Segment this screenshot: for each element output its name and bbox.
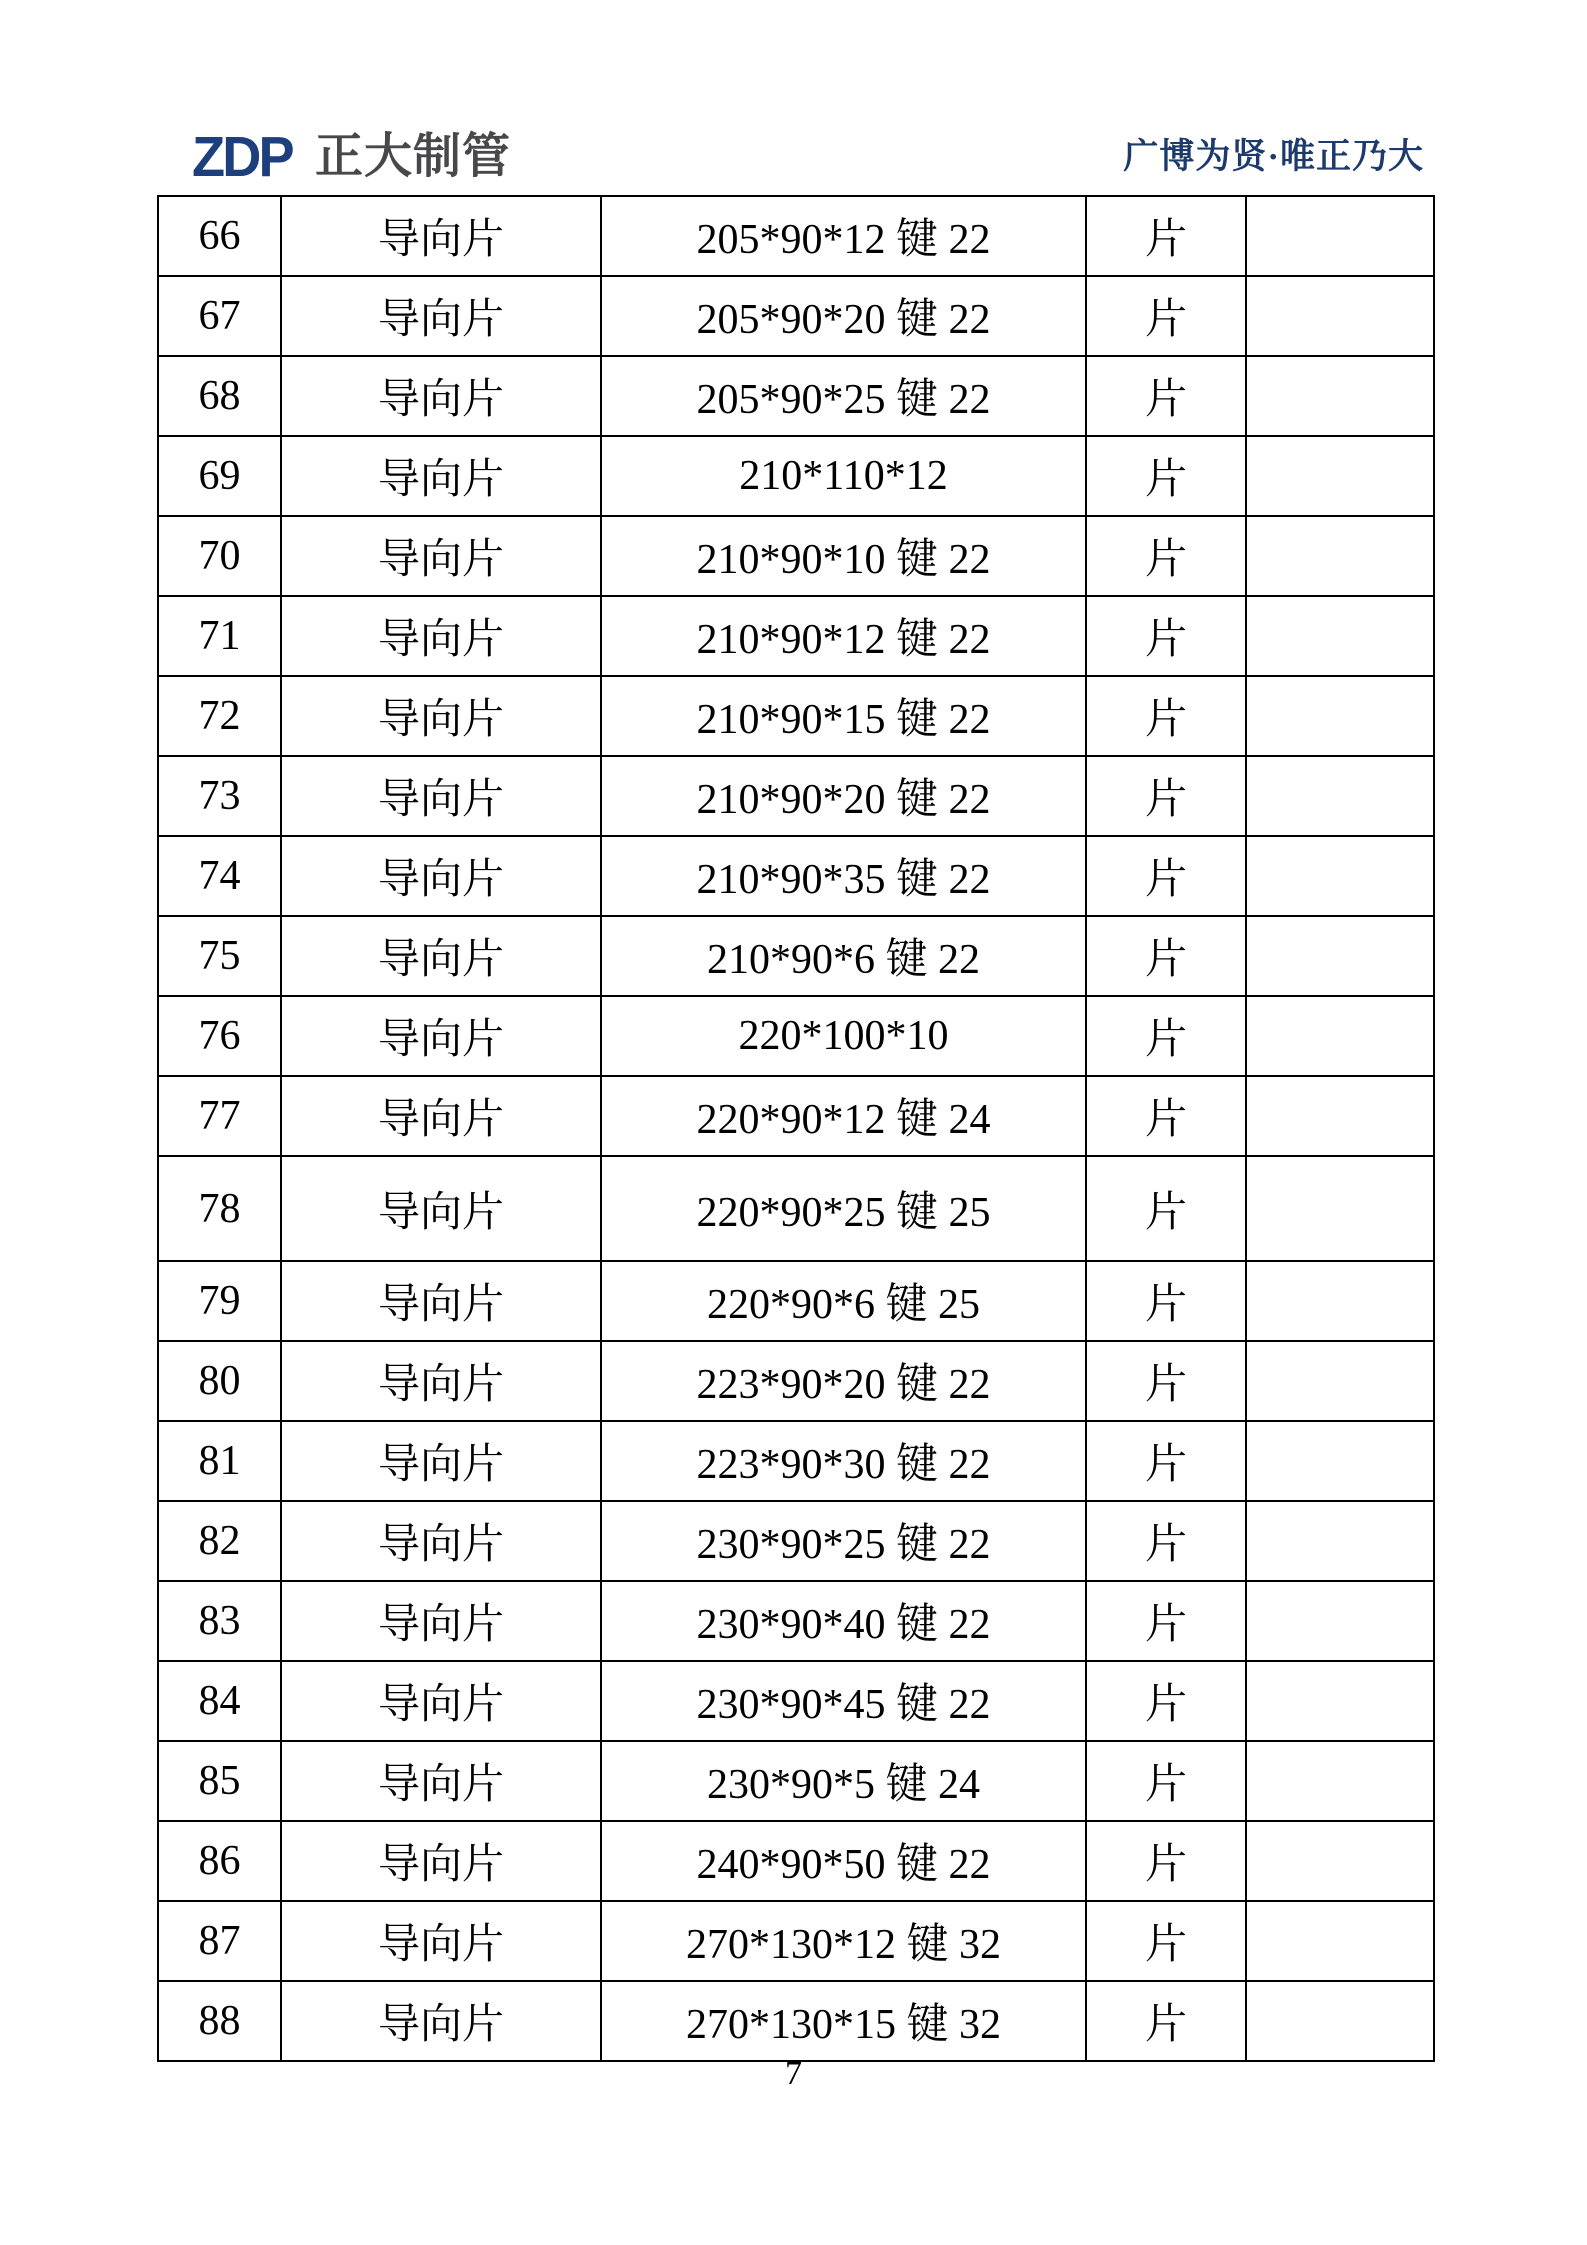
item-name-cell: 导向片 — [281, 676, 601, 756]
item-name-cell: 导向片 — [281, 1341, 601, 1421]
unit-cell: 片 — [1086, 916, 1246, 996]
spec-cell: 223*90*20 键 22 — [601, 1341, 1086, 1421]
row-number-cell: 75 — [158, 916, 281, 996]
spec-cell: 223*90*30 键 22 — [601, 1421, 1086, 1501]
row-number-cell: 69 — [158, 436, 281, 516]
row-number-cell: 73 — [158, 756, 281, 836]
remark-cell — [1246, 1156, 1434, 1261]
row-number-cell: 83 — [158, 1581, 281, 1661]
unit-cell: 片 — [1086, 596, 1246, 676]
table-row — [158, 836, 1434, 916]
row-number-cell: 84 — [158, 1661, 281, 1741]
item-name-cell: 导向片 — [281, 436, 601, 516]
item-name-cell: 导向片 — [281, 996, 601, 1076]
row-number-cell: 82 — [158, 1501, 281, 1581]
item-name-cell: 导向片 — [281, 1156, 601, 1261]
spec-cell: 205*90*20 键 22 — [601, 276, 1086, 356]
spec-cell: 270*130*15 键 32 — [601, 1981, 1086, 2061]
row-number-cell: 81 — [158, 1421, 281, 1501]
unit-cell: 片 — [1086, 756, 1246, 836]
spec-cell: 220*90*12 键 24 — [601, 1076, 1086, 1156]
spec-cell: 210*90*12 键 22 — [601, 596, 1086, 676]
unit-cell: 片 — [1086, 1981, 1246, 2061]
item-name-cell: 导向片 — [281, 1901, 601, 1981]
row-number-cell: 70 — [158, 516, 281, 596]
table-row — [158, 196, 1434, 276]
page-number: 7 — [785, 2055, 802, 2092]
remark-cell — [1246, 516, 1434, 596]
unit-cell: 片 — [1086, 1076, 1246, 1156]
remark-cell — [1246, 1581, 1434, 1661]
item-name-cell: 导向片 — [281, 1581, 601, 1661]
spec-cell: 240*90*50 键 22 — [601, 1821, 1086, 1901]
remark-cell — [1246, 1981, 1434, 2061]
spec-cell: 220*90*6 键 25 — [601, 1261, 1086, 1341]
table-row — [158, 1661, 1434, 1741]
remark-cell — [1246, 836, 1434, 916]
table-row — [158, 1901, 1434, 1981]
spec-cell: 210*110*12 — [601, 436, 1086, 516]
spec-cell: 205*90*12 键 22 — [601, 196, 1086, 276]
row-number-cell: 79 — [158, 1261, 281, 1341]
remark-cell — [1246, 996, 1434, 1076]
remark-cell — [1246, 1901, 1434, 1981]
unit-cell: 片 — [1086, 1661, 1246, 1741]
table-row — [158, 1421, 1434, 1501]
table-row — [158, 1501, 1434, 1581]
item-name-cell: 导向片 — [281, 516, 601, 596]
remark-cell — [1246, 1821, 1434, 1901]
table-row — [158, 916, 1434, 996]
row-number-cell: 78 — [158, 1156, 281, 1261]
table-row — [158, 436, 1434, 516]
spec-cell: 220*90*25 键 25 — [601, 1156, 1086, 1261]
company-slogan: 广博为贤·唯正乃大 — [1123, 137, 1424, 176]
remark-cell — [1246, 1421, 1434, 1501]
unit-cell: 片 — [1086, 1741, 1246, 1821]
table-row — [158, 1581, 1434, 1661]
row-number-cell: 71 — [158, 596, 281, 676]
row-number-cell: 72 — [158, 676, 281, 756]
spec-cell: 205*90*25 键 22 — [601, 356, 1086, 436]
spec-cell: 230*90*40 键 22 — [601, 1581, 1086, 1661]
unit-cell: 片 — [1086, 1501, 1246, 1581]
spec-cell: 210*90*35 键 22 — [601, 836, 1086, 916]
remark-cell — [1246, 1341, 1434, 1421]
table-row — [158, 1821, 1434, 1901]
table-row — [158, 676, 1434, 756]
table-row — [158, 596, 1434, 676]
spec-cell: 270*130*12 键 32 — [601, 1901, 1086, 1981]
logo-company-name: 正大制管 — [315, 130, 512, 183]
row-number-cell: 74 — [158, 836, 281, 916]
table-row — [158, 356, 1434, 436]
unit-cell: 片 — [1086, 516, 1246, 596]
unit-cell: 片 — [1086, 356, 1246, 436]
spec-cell: 220*100*10 — [601, 996, 1086, 1076]
row-number-cell: 80 — [158, 1341, 281, 1421]
row-number-cell: 76 — [158, 996, 281, 1076]
unit-cell: 片 — [1086, 276, 1246, 356]
unit-cell: 片 — [1086, 1901, 1246, 1981]
item-name-cell: 导向片 — [281, 196, 601, 276]
remark-cell — [1246, 1661, 1434, 1741]
table-row — [158, 756, 1434, 836]
spec-cell: 210*90*6 键 22 — [601, 916, 1086, 996]
table-row — [158, 276, 1434, 356]
unit-cell: 片 — [1086, 996, 1246, 1076]
unit-cell: 片 — [1086, 1156, 1246, 1261]
item-name-cell: 导向片 — [281, 1076, 601, 1156]
item-name-cell: 导向片 — [281, 1501, 601, 1581]
remark-cell — [1246, 596, 1434, 676]
remark-cell — [1246, 1501, 1434, 1581]
item-name-cell: 导向片 — [281, 356, 601, 436]
unit-cell: 片 — [1086, 836, 1246, 916]
item-name-cell: 导向片 — [281, 1261, 601, 1341]
remark-cell — [1246, 916, 1434, 996]
unit-cell: 片 — [1086, 1341, 1246, 1421]
spec-cell: 210*90*15 键 22 — [601, 676, 1086, 756]
spec-cell: 230*90*25 键 22 — [601, 1501, 1086, 1581]
row-number-cell: 67 — [158, 276, 281, 356]
table-row — [158, 1741, 1434, 1821]
item-name-cell: 导向片 — [281, 1741, 601, 1821]
remark-cell — [1246, 676, 1434, 756]
remark-cell — [1246, 756, 1434, 836]
spec-cell: 210*90*20 键 22 — [601, 756, 1086, 836]
remark-cell — [1246, 1076, 1434, 1156]
item-name-cell: 导向片 — [281, 596, 601, 676]
item-name-cell: 导向片 — [281, 276, 601, 356]
item-name-cell: 导向片 — [281, 1821, 601, 1901]
item-name-cell: 导向片 — [281, 1661, 601, 1741]
table-row — [158, 1981, 1434, 2061]
row-number-cell: 77 — [158, 1076, 281, 1156]
spec-table-body — [158, 196, 1434, 2061]
row-number-cell: 88 — [158, 1981, 281, 2061]
table-row — [158, 996, 1434, 1076]
item-name-cell: 导向片 — [281, 836, 601, 916]
logo-zdp-mark: ZDP — [192, 124, 292, 189]
item-name-cell: 导向片 — [281, 1981, 601, 2061]
unit-cell: 片 — [1086, 676, 1246, 756]
table-row — [158, 1076, 1434, 1156]
remark-cell — [1246, 1261, 1434, 1341]
unit-cell: 片 — [1086, 1581, 1246, 1661]
unit-cell: 片 — [1086, 1821, 1246, 1901]
unit-cell: 片 — [1086, 1261, 1246, 1341]
item-name-cell: 导向片 — [281, 1421, 601, 1501]
row-number-cell: 68 — [158, 356, 281, 436]
remark-cell — [1246, 356, 1434, 436]
unit-cell: 片 — [1086, 196, 1246, 276]
unit-cell: 片 — [1086, 436, 1246, 516]
table-row — [158, 1341, 1434, 1421]
spec-table — [157, 195, 1435, 2062]
unit-cell: 片 — [1086, 1421, 1246, 1501]
company-logo — [192, 124, 512, 189]
row-number-cell: 87 — [158, 1901, 281, 1981]
item-name-cell: 导向片 — [281, 916, 601, 996]
remark-cell — [1246, 436, 1434, 516]
remark-cell — [1246, 196, 1434, 276]
table-row — [158, 1156, 1434, 1261]
remark-cell — [1246, 1741, 1434, 1821]
spec-cell: 230*90*5 键 24 — [601, 1741, 1086, 1821]
spec-cell: 210*90*10 键 22 — [601, 516, 1086, 596]
table-row — [158, 516, 1434, 596]
row-number-cell: 86 — [158, 1821, 281, 1901]
row-number-cell: 66 — [158, 196, 281, 276]
item-name-cell: 导向片 — [281, 756, 601, 836]
remark-cell — [1246, 276, 1434, 356]
row-number-cell: 85 — [158, 1741, 281, 1821]
table-row — [158, 1261, 1434, 1341]
spec-cell: 230*90*45 键 22 — [601, 1661, 1086, 1741]
